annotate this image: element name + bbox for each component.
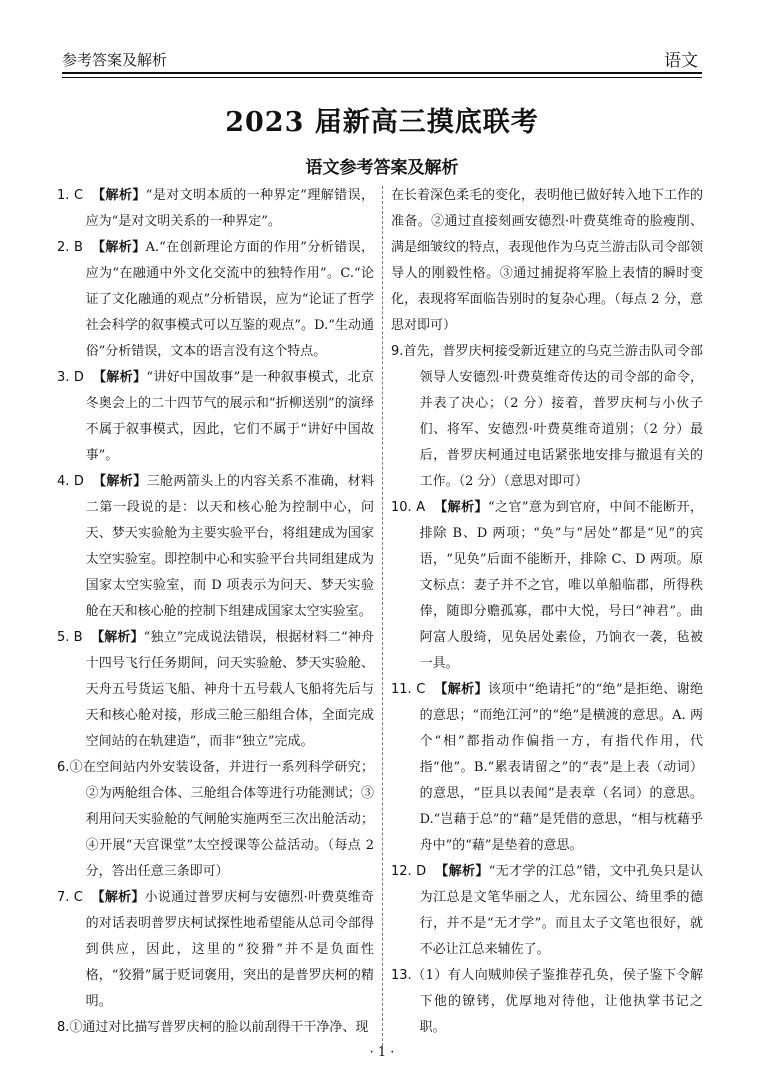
header-rule-thin <box>62 77 702 78</box>
left-column <box>57 183 374 1041</box>
answer-item: 1. C 【解析】“是对文明本质的一种界定”理解错误，应为“是对文明关系的一种界定”。 <box>57 188 374 229</box>
answer-item: 9.首先，普罗庆柯接受新近建立的乌克兰游击队司令部领导人安德烈·叶费莫维奇传达的司令部的命令，并表了决心；（2 分）接着，普罗庆柯与小伙子们、将军、安德烈·叶费莫维奇道别；（2 分）最后，普罗庆柯通过电话紧张地安排与撤退有关的工作。（2 分）（意思对即可） <box>391 344 703 489</box>
answer-item: 3. D 【解析】“讲好中国故事”是一种叙事模式，北京冬奥会上的二十四节气的展示和“折柳送别”的演绎不属于叙事模式，因此，它们不属于“讲好中国故事”。 <box>57 370 375 463</box>
answer-item: 5. B 【解析】“独立”完成说法错误，根据材料二“神舟十四号飞行任务期间，问天实验舱、梦天实验舱、天舟五号货运飞船、神舟十五号载人飞船将先后与天和核心舱对接，形成三舱三船组合体，全面完成空间站的在轨建造”，而非“独立”完成。 <box>57 630 374 749</box>
right-column <box>391 183 703 1041</box>
page-title: 2023 届新高三摸底联考 <box>225 107 539 138</box>
answer-item: 8.①通过对比描写普罗庆柯的脸以前刮得干干净净、现 <box>57 1020 369 1035</box>
answer-item-continuation: 在长着深色柔毛的变化，表明他已做好转入地下工作的准备。②通过直接刻画安德烈·叶费莫维奇的脸瘦削、满是细皱纹的特点，表现他作为乌克兰游击队司令部领导人的刚毅性格。③通过捕捉将军脸上表情的瞬时变化，表现将军面临告别时的复杂心理。（每点 2 分，意思对即可） <box>391 188 704 333</box>
page-subtitle: 语文参考答案及解析 <box>305 158 459 178</box>
header-rule-thick <box>62 72 702 74</box>
answer-item: 4. D 【解析】三舱两箭头上的内容关系不准确，材料二第一段说的是：以天和核心舱为控制中心，问天、梦天实验舱为主要实验平台，将组建成为国家太空实验室。即控制中心和实验平台共同组建成为国家太空实验室，而 D 项表示为问天、梦天实验舱在天和核心舱的控制下组建成国家太空实验室。 <box>57 474 374 619</box>
header-right: 语文 <box>664 51 698 71</box>
answer-item: 12. D 【解析】“无才学的江总”错，文中孔奂只是认为江总是文笔华丽之人，尤东园公、绮里季的德行，并不是“无才学”。而且太子文笔也很好，就不必让江总来辅佐了。 <box>391 864 703 957</box>
column-divider <box>382 186 383 1046</box>
answer-item: 13.（1）有人向贼帅侯子鉴推荐孔奂，侯子鉴下令解下他的镣铐，优厚地对待他，让他执掌书记之职。 <box>391 968 703 1035</box>
answer-item: 10. A 【解析】“之官”意为到官府，中间不能断开，排除 B、D 两项；“奂”与“居处”都是“见”的宾语，“见奂”后面不能断开，排除 C、D 两项。原文标点：妻子并不之官，唯以单船临郡，所得秩俸，随即分赡孤寡，郡中大悦，号曰“神君”。曲阿富人殷绮，见奂居处素俭，乃饷衣一袭，毡被一具。 <box>391 500 704 671</box>
header-left: 参考答案及解析 <box>62 51 168 69</box>
answer-item: 11. C 【解析】该项中“绝请托”的“绝”是拒绝、谢绝的意思；“而绝江河”的“绝”是横渡的意思。A. 两个“相”都指动作偏指一方，有指代作用，代指“他”。B.“累表请留之”的“表”是上表（动词）的意思，“臣具以表闻”是表章（名词）的意思。D.“岂藉于总”的“藉”是凭借的意思，“相与枕藉乎舟中”的“藉”是垫着的意思。 <box>391 682 704 853</box>
answer-item: 7. C 【解析】小说通过普罗庆柯与安德烈·叶费莫维奇的对话表明普罗庆柯试探性地希望能从总司令部得到供应，因此，这里的“狡猾”并不是负面性格，“狡猾”属于贬词褒用，突出的是普罗庆柯的精明。 <box>57 890 374 1009</box>
page-number: · 1 · <box>369 1045 395 1060</box>
answer-item: 2. B 【解析】A.“在创新理论方面的作用”分析错误，应为“在融通中外文化交流中的独特作用”。C.“论证了文化融通的观点”分析错误，应为“论证了哲学社会科学的叙事模式可以互鉴的观点”。D.“生动通俗”分析错误，文本的语言没有这个特点。 <box>57 240 374 359</box>
answer-item: 6.①在空间站内外安装设备，并进行一系列科学研究；②为两舱组合体、三舱组合体等进行功能测试；③利用问天实验舱的气闸舱实施两至三次出舱活动；④开展“天宫课堂”太空授课等公益活动。（每点 2 分，答出任意三条即可） <box>57 760 374 879</box>
